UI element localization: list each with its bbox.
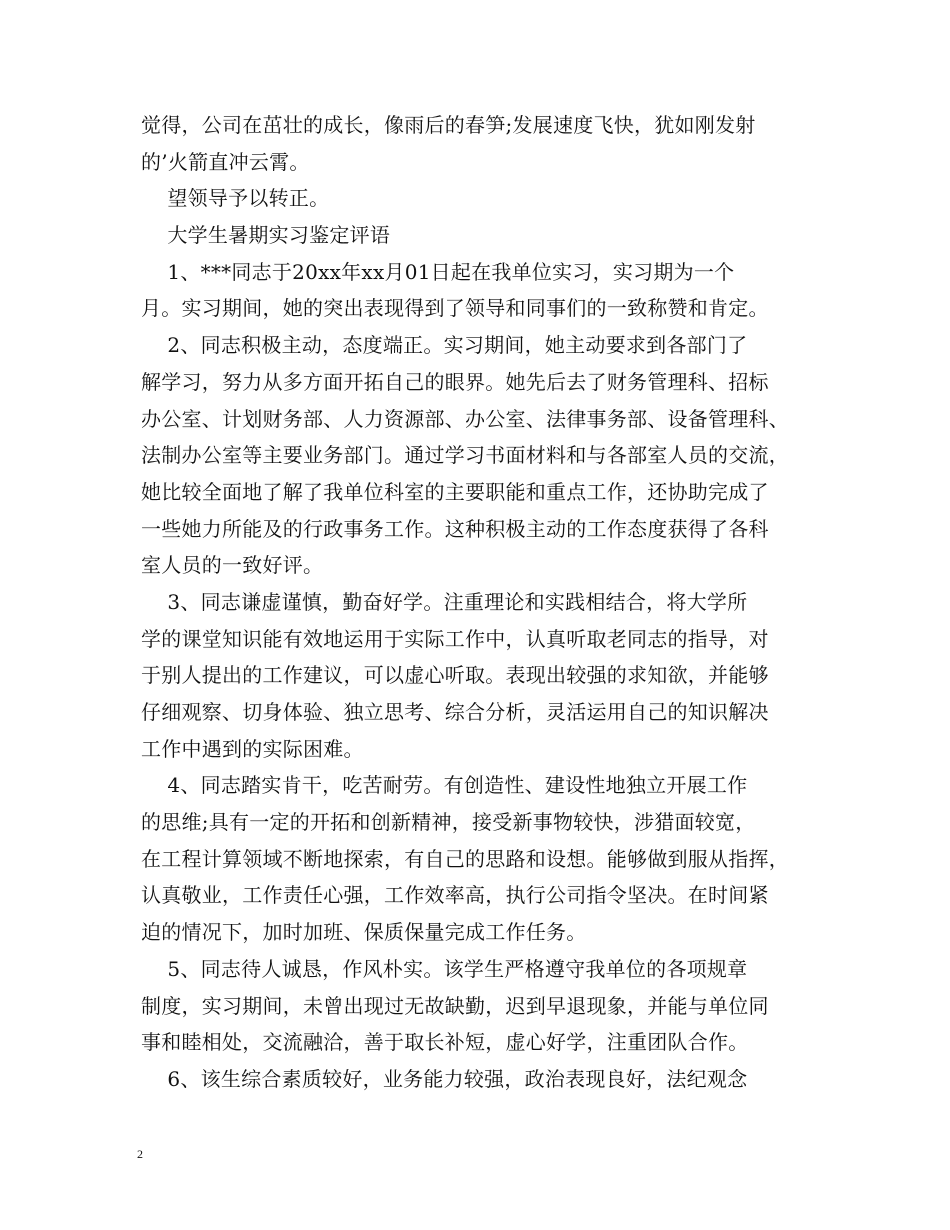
text-line: 制度，实习期间，未曾出现过无故缺勤，迟到早退现象，并能与单位同 — [141, 993, 769, 1018]
text-line: 认真敬业，工作责任心强，工作效率高，执行公司指令坚决。在时间紧 — [141, 883, 769, 908]
page-number: 2 — [137, 1147, 143, 1161]
text-line: 2、同志积极主动，态度端正。实习期间，她主动要求到各部门了 — [141, 333, 748, 358]
text-line: 工作中遇到的实际困难。 — [141, 736, 364, 761]
text-line: 仔细观察、切身体验、独立思考、综合分析，灵活运用自己的知识解决 — [141, 700, 769, 724]
text-line: 一些她力所能及的行政事务工作。这种积极主动的工作态度获得了各科 — [141, 516, 769, 541]
text-line: 4、同志踏实肯干，吃苦耐劳。有创造性、建设性地独立开展工作 — [141, 773, 748, 798]
text-line: 办公室、计划财务部、人力资源部、办公室、法律事务部、设备管理科、 — [141, 406, 789, 431]
text-line: 解学习，努力从多方面开拓自己的眼界。她先后去了财务管理科、招标 — [141, 369, 769, 394]
text-line: 在工程计算领域不断地探索，有自己的思路和设想。能够做到服从指挥， — [141, 846, 789, 871]
text-line: 觉得，公司在茁壮的成长，像雨后的春笋;发展速度飞快，犹如刚发射 — [141, 113, 756, 137]
body-text — [141, 107, 825, 1098]
section-heading: 大学生暑期实习鉴定评语 — [141, 223, 391, 248]
text-line: 5、同志待人诚恳，作风朴实。该学生严格遵守我单位的各项规章 — [141, 956, 748, 981]
text-line: 1、***同志于20xx年xx月01日起在我单位实习，实习期为一个 — [141, 259, 735, 284]
text-line: 3、同志谦虚谨慎，勤奋好学。注重理论和实践相结合，将大学所 — [141, 589, 748, 614]
text-line: 迫的情况下，加时加班、保质保量完成工作任务。 — [141, 920, 587, 945]
text-line: 望领导予以转正。 — [141, 186, 330, 211]
text-line: 的思维;具有一定的开拓和创新精神，接受新事物较快，涉猎面较宽， — [141, 810, 756, 835]
text-line: 事和睦相处，交流融洽，善于取长补短，虚心好学，注重团队合作。 — [141, 1030, 749, 1055]
text-line: 于别人提出的工作建议，可以虚心听取。表现出较强的求知欲，并能够 — [141, 663, 769, 688]
text-line: 她比较全面地了解了我单位科室的主要职能和重点工作，还协助完成了 — [141, 479, 769, 504]
text-line: 法制办公室等主要业务部门。通过学习书面材料和与各部室人员的交流， — [141, 443, 789, 468]
text-line: 室人员的一致好评。 — [141, 553, 324, 578]
text-line: 学的课堂知识能有效地运用于实际工作中，认真听取老同志的指导，对 — [141, 626, 769, 651]
text-line: 的’火箭直冲云霄。 — [141, 149, 310, 174]
text-line: 6、该生综合素质较好，业务能力较强，政治表现良好，法纪观念 — [141, 1066, 748, 1091]
text-line: 月。实习期间，她的突出表现得到了领导和同事们的一致称赞和肯定。 — [141, 296, 769, 321]
